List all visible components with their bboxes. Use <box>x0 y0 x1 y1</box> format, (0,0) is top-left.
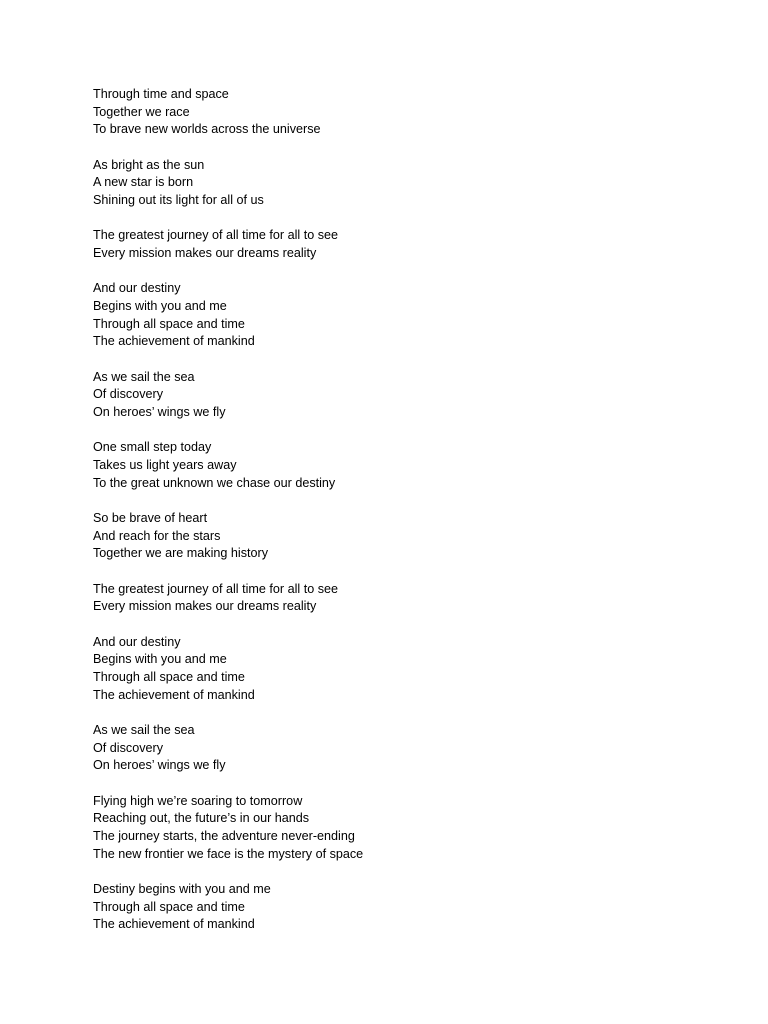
lyric-line: As bright as the sun <box>93 157 205 172</box>
lyric-line: Through time and space <box>93 87 229 101</box>
lyric-line: On heroes’ wings we fly <box>93 758 226 773</box>
lyric-line: On heroes’ wings we fly <box>93 404 226 419</box>
lyrics-body <box>93 86 693 952</box>
stanza <box>93 157 693 210</box>
lyric-line: Of discovery <box>93 387 163 402</box>
stanza <box>93 881 693 934</box>
lyric-line: Of discovery <box>93 740 163 755</box>
lyric-line: Begins with you and me <box>93 298 227 313</box>
lyric-line: The greatest journey of all time for all to see <box>93 581 339 596</box>
lyric-line: To the great unknown we chase our destiny <box>93 475 336 490</box>
lyric-line: Reaching out, the future’s in our hands <box>93 811 310 826</box>
lyric-line: As we sail the sea <box>93 369 195 384</box>
lyric-line: And our destiny <box>93 281 181 296</box>
lyric-line: So be brave of heart <box>93 510 208 525</box>
stanza <box>93 369 693 422</box>
lyric-line: Begins with you and me <box>93 652 227 667</box>
lyric-line: Together we race <box>93 104 190 119</box>
stanza <box>93 86 693 139</box>
lyric-line: The new frontier we face is the mystery of space <box>93 846 364 861</box>
lyric-line: Through all space and time <box>93 316 245 331</box>
lyric-line: Takes us light years away <box>93 457 237 472</box>
lyric-line: The achievement of mankind <box>93 687 255 702</box>
lyric-line: Every mission makes our dreams reality <box>93 245 317 260</box>
lyric-line: As we sail the sea <box>93 722 195 737</box>
lyric-line: Through all space and time <box>93 899 245 914</box>
stanza <box>93 280 693 351</box>
stanza <box>93 634 693 705</box>
lyric-line: The greatest journey of all time for all to see <box>93 228 339 243</box>
stanza <box>93 510 693 563</box>
lyric-line: And our destiny <box>93 634 181 649</box>
lyric-line: Through all space and time <box>93 669 245 684</box>
lyric-line: A new star is born <box>93 175 194 190</box>
lyric-line: Together we are making history <box>93 546 268 561</box>
stanza <box>93 581 693 616</box>
lyric-line: Shining out its light for all of us <box>93 192 264 207</box>
lyric-line: The achievement of mankind <box>93 334 255 349</box>
stanza <box>93 227 693 262</box>
stanza <box>93 793 693 864</box>
stanza <box>93 722 693 775</box>
lyric-line: Destiny begins with you and me <box>93 881 271 896</box>
lyric-line: Every mission makes our dreams reality <box>93 599 317 614</box>
lyric-line: One small step today <box>93 440 212 455</box>
lyric-line: And reach for the stars <box>93 528 221 543</box>
lyric-line: The achievement of mankind <box>93 917 255 932</box>
lyric-line: The journey starts, the adventure never-ending <box>93 828 355 843</box>
lyric-line: Flying high we’re soaring to tomorrow <box>93 793 303 808</box>
stanza <box>93 439 693 492</box>
lyric-line: To brave new worlds across the universe <box>93 122 321 137</box>
